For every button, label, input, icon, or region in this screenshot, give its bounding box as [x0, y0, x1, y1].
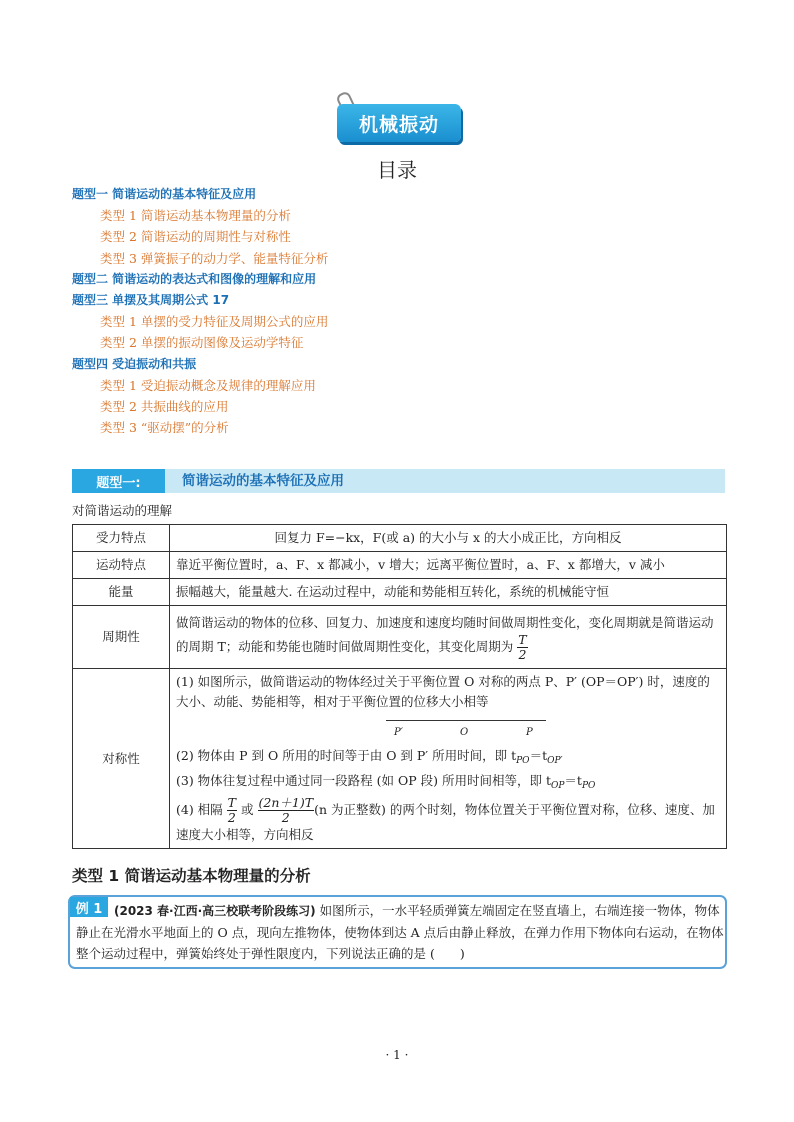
toc-item[interactable]: 题型四 受迫振动和共振: [72, 356, 197, 371]
text: ＝t: [564, 773, 582, 788]
row-value: [170, 606, 727, 669]
axis-line: [386, 720, 546, 721]
point-p-prime: P′: [394, 727, 403, 738]
toc-item[interactable]: 题型二 简谐运动的表达式和图像的理解和应用: [72, 271, 317, 286]
properties-table: [72, 524, 727, 849]
table-row: [73, 669, 727, 849]
toc-item[interactable]: 类型 3 “驱动摆”的分析: [100, 420, 229, 436]
text: (n 为正整数) 的两个时刻，物体位置关于平衡位置对称，位移、速度、加速度大小相等，方向相反: [176, 802, 715, 842]
fraction-denominator: 2: [281, 810, 290, 825]
point-o: O: [460, 727, 469, 738]
chapter-title-badge: 机械振动: [337, 104, 461, 142]
subscript: PO: [516, 756, 530, 766]
subscript: OP: [550, 781, 565, 791]
period-text: 做简谐运动的物体的位移、回复力、加速度和速度均随时间做周期性变化，变化周期就是简谐运动的周期 T；动能和势能也随时间做周期性变化，其变化周期为: [176, 614, 714, 654]
symmetry-point-3: [176, 771, 720, 796]
example-source: (2023 春·江西·高三校联考阶段练习): [114, 904, 316, 918]
toc-item[interactable]: 类型 2 简谐运动的周期性与对称性: [100, 229, 291, 245]
toc-title: 目录: [377, 158, 417, 182]
fraction-denominator: 2: [227, 810, 236, 825]
section-tag: 题型一:: [72, 469, 165, 493]
table-row: [73, 606, 727, 669]
text: (3) 物体往复过程中通过同一段路程 (如 OP 段) 所用时间相等，即 t: [176, 773, 551, 788]
fraction-numerator: (2n＋1)T: [258, 795, 314, 810]
section-header-bar: [72, 469, 725, 493]
row-value: 靠近平衡位置时，a、F、x 都减小，v 增大；远离平衡位置时，a、F、x 都增大，v 减小: [170, 552, 727, 579]
row-value: [170, 669, 727, 849]
text: 或: [241, 802, 254, 817]
text: (4) 相隔: [176, 802, 223, 817]
toc-item[interactable]: 题型一 简谐运动的基本特征及应用: [72, 187, 257, 201]
symmetry-point-4: [176, 796, 720, 845]
row-key: 对称性: [73, 669, 170, 849]
toc-item[interactable]: 题型三 单摆及其周期公式 17: [72, 293, 230, 308]
subheading: 类型 1 简谐运动基本物理量的分析: [72, 867, 311, 885]
text: (2) 物体由 P 到 O 所用的时间等于由 O 到 P′ 所用时间，即 t: [176, 748, 517, 763]
fraction-denominator: 2: [518, 646, 527, 662]
toc-item[interactable]: 类型 1 受迫振动概念及规律的理解应用: [100, 377, 316, 393]
text: ＝t: [529, 748, 548, 763]
position-diagram: [386, 716, 546, 746]
fraction: [517, 633, 527, 662]
table-of-contents: [72, 184, 752, 438]
fraction-numerator: T: [227, 795, 237, 810]
toc-item[interactable]: 类型 2 单摆的振动图像及运动学特征: [100, 335, 304, 351]
row-value: 回复力 F=−kx，F(或 a) 的大小与 x 的大小成正比，方向相反: [170, 525, 727, 552]
symmetry-point-2: [176, 746, 720, 771]
table-row: [73, 525, 727, 552]
subscript: OP′: [547, 756, 563, 766]
symmetry-point-1: (1) 如图所示，做简谐运动的物体经过关于平衡位置 O 对称的两点 P、P′ (OP＝OP′) 时，速度的大小、动能、势能相等，相对于平衡位置的位移大小相等: [176, 674, 710, 709]
subscript: PO: [581, 781, 596, 791]
fraction: [258, 796, 315, 825]
row-key: 能量: [73, 579, 170, 606]
row-key: 周期性: [73, 606, 170, 669]
toc-item[interactable]: 类型 1 单摆的受力特征及周期公式的应用: [100, 314, 329, 330]
example-text: [76, 900, 724, 964]
toc-item[interactable]: 类型 2 共振曲线的应用: [100, 399, 229, 415]
row-key: 受力特点: [73, 525, 170, 552]
point-p: P: [526, 727, 533, 738]
fraction: [227, 796, 237, 825]
fraction-numerator: T: [518, 631, 527, 647]
row-key: 运动特点: [73, 552, 170, 579]
toc-item[interactable]: 类型 1 简谐运动基本物理量的分析: [100, 208, 291, 224]
page-number: · 1 ·: [385, 1048, 409, 1062]
example-body: 如图所示，一水平轻质弹簧左端固定在竖直墙上，右端连接一物体，物体静止在光滑水平地面上的 O 点，现向左推物体，使物体到达 A 点后由静止释放，在弹力作用下物体向右运动，在物体整个运动过程中，弹簧始终处于弹性限度内，下列说法正确的是 ( ): [76, 903, 724, 961]
table-row: [73, 579, 727, 606]
table-row: [73, 552, 727, 579]
toc-item[interactable]: 类型 3 弹簧振子的动力学、能量特征分析: [100, 250, 329, 266]
section-title: 简谐运动的基本特征及应用: [182, 473, 344, 489]
row-value: 振幅越大，能量越大. 在运动过程中，动能和势能相互转化，系统的机械能守恒: [170, 579, 727, 606]
table-caption: 对简谐运动的理解: [72, 503, 173, 518]
example-tag: 例 1: [70, 897, 108, 917]
